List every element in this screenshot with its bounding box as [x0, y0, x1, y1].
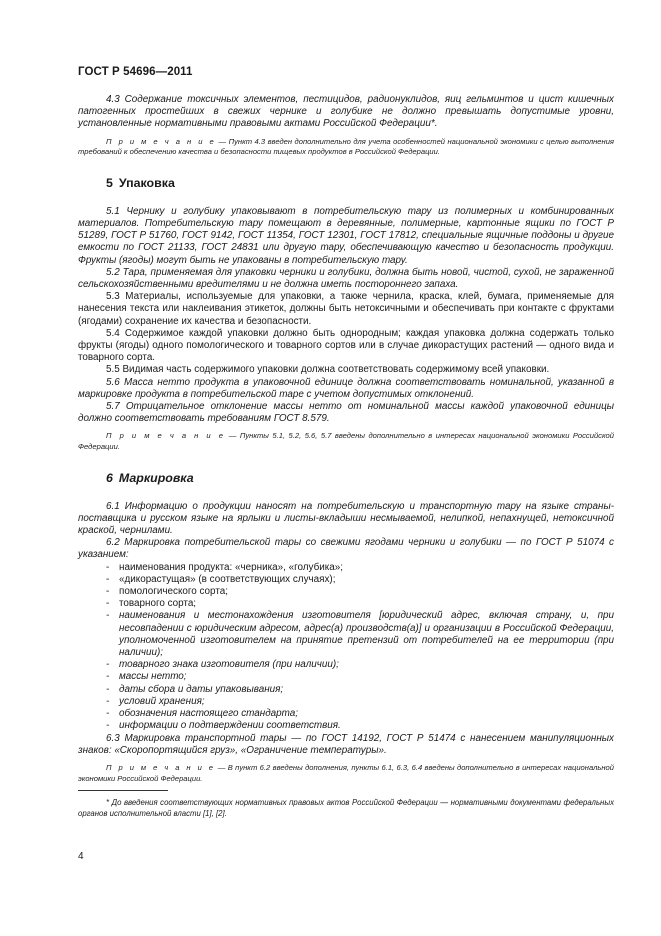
list-item: - помологического сорта;: [106, 586, 614, 598]
clause-5-6: 5.6 Масса нетто продукта в упаковочной единице должна соответствовать номинальной, указанной в маркировке продукта в потребительской таре с учетом допустимых отклонений.: [78, 376, 614, 400]
footnote-divider: [78, 790, 168, 791]
list-item: - условий хранения;: [106, 696, 614, 708]
list-item: - «дикорастущая» (в соответствующих случаях);: [106, 574, 614, 586]
clause-5-3: 5.3 Материалы, используемые для упаковки, а также чернила, краска, клей, бумага, применяемые для нанесения текста или наклеивания этикеток, должны быть нетоксичными и обеспечивать при контакте с фруктами (ягодами) сохранение их качества и безопасности.: [78, 291, 614, 327]
list-item: - наименования продукта: «черника», «голубика»;: [106, 562, 614, 574]
note-section-6: [78, 763, 614, 784]
section-5-title: Упаковка: [118, 175, 175, 190]
clause-4-3: 4.3 Содержание токсичных элементов, пестицидов, радионуклидов, яиц гельминтов и цист кишечных патогенных простейших в свежих чернике и голубике не должно превышать допустимые уровни, установленные нормативными правовыми актами Российской Федерации*.: [78, 94, 614, 130]
note-label: П р и м е ч а н и е: [106, 762, 216, 772]
section-6-heading: [106, 471, 614, 485]
clause-5-2: 5.2 Тара, применяемая для упаковки черники и голубики, должна быть новой, чистой, сухой, не зараженной сельскохозяйственными вредителями и не должна иметь постороннего запаха.: [78, 266, 614, 291]
clause-5-4: 5.4 Содержимое каждой упаковки должно быть однородным; каждая упаковка должна содержать только фрукты (ягоды) одного помологического и товарного сортов или в случае дикорастущих растений — одного вида и товарного сорта.: [78, 327, 614, 364]
document-header: ГОСТ Р 54696—2011: [78, 66, 193, 78]
list-item: - наименования и местонахождения изготовителя [юридический адрес, включая страну, и, при несовпадении с юридическим адресом, адрес(а) производств(а)] и организации в Российской Федерации, уполномоченной изготовителем на принятие претензий от потребителей на ее территории (при наличии);: [106, 610, 614, 659]
section-6-number: 6: [106, 470, 113, 485]
list-item: - информации о подтверждении соответствия.: [106, 720, 614, 732]
list-item: - товарного знака изготовителя (при наличии);: [106, 659, 614, 671]
section-5-heading: [106, 176, 614, 190]
footnote: * До введения соответствующих нормативных правовых актов Российской Федерации — нормативными документами федеральных органов исполнительной власти [1], [2].: [78, 798, 614, 819]
note-4-3: [78, 137, 614, 158]
list-item: - даты сбора и даты упаковывания;: [106, 684, 614, 696]
clause-6-2: 6.2 Маркировка потребительской тары со свежими ягодами черники и голубики — по ГОСТ Р 51074 с указанием:: [78, 537, 614, 561]
note-text: — Пункты 5.1, 5.2, 5.6, 5.7 введены дополнительно в интересах национальной экономики Российской Федерации.: [78, 431, 614, 452]
document-body: [78, 94, 614, 819]
clause-6-1: 6.1 Информацию о продукции наносят на потребительскую и транспортную тару на языке страны-поставщика и русском языке на ярлыки и листы-вкладыши несмываемой, нелипкой, непахнущей, нетоксичной краской, чернилами.: [78, 500, 614, 537]
marking-list: [78, 562, 614, 733]
note-label: П р и м е ч а н и е: [106, 431, 226, 441]
clause-5-7: 5.7 Отрицательное отклонение массы нетто от номинальной массы каждой упаковочной единицы должно соответствовать требованиям ГОСТ 8.579.: [78, 401, 614, 425]
list-item: - обозначения настоящего стандарта;: [106, 708, 614, 720]
page-number: 4: [78, 851, 84, 862]
note-section-5: [78, 431, 614, 452]
clause-6-3: 6.3 Маркировка транспортной тары — по ГОСТ 14192, ГОСТ Р 51474 с нанесением манипуляционных знаков: «Скоропортящийся груз», «Ограничение температуры».: [78, 732, 614, 756]
note-text: — Пункт 4.3 введен дополнительно для учета особенностей национальной экономики с целью выполнения требований к обеспечению качества и безопасности пищевых продуктов в Российской Федерации.: [78, 136, 614, 157]
list-item: - товарного сорта;: [106, 598, 614, 610]
note-label: П р и м е ч а н и е: [106, 136, 217, 146]
note-text: — В пункт 6.2 введены дополнения, пункты 6.1, 6.3, 6.4 введены дополнительно в интересах национальной экономики Российской Федерации.: [78, 762, 614, 783]
list-item: - массы нетто;: [106, 671, 614, 683]
clause-5-1: 5.1 Чернику и голубику упаковывают в потребительскую тару из полимерных и комбинированных материалов. Потребительскую тару помещают в деревянные, полимерные, картонные ящики по ГОСТ Р 51289, ГОСТ Р 51760, ГОСТ 9142, ГОСТ 11354, ГОСТ 12301, ГОСТ 17812, специальные ящичные поддоны и другие емкости по ГОСТ 21133, ГОСТ 24831 или другую тару, обеспечивающую качество и безопасность продукции. Фрукты (ягоды) могут быть не упакованы в потребительскую тару.: [78, 205, 614, 266]
section-6-title: Маркировка: [118, 470, 194, 485]
section-5-number: 5: [106, 175, 113, 190]
clause-5-5: 5.5 Видимая часть содержимого упаковки должна соответствовать содержимому всей упаковки.: [106, 364, 550, 376]
